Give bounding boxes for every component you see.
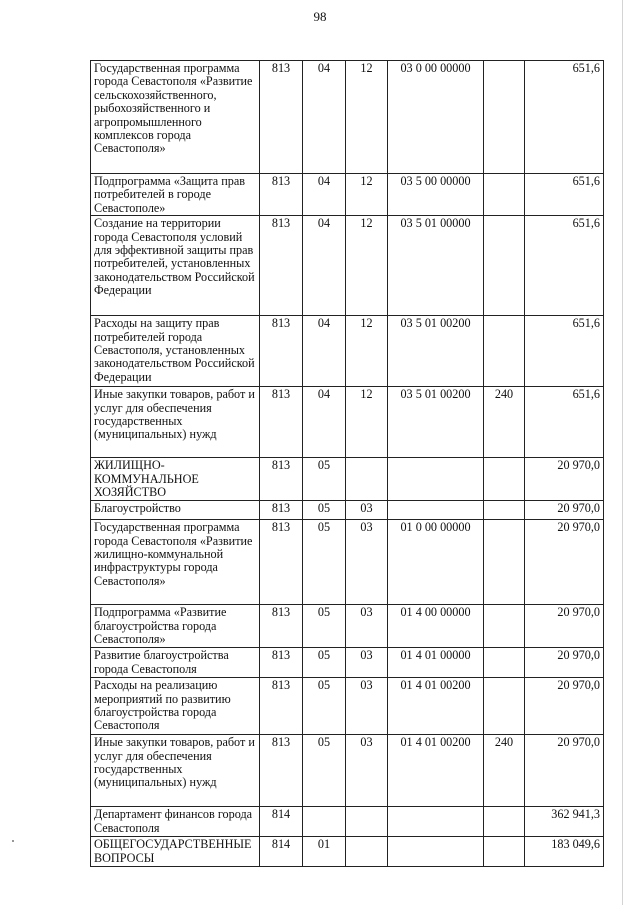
row-vr bbox=[484, 174, 525, 216]
table-row bbox=[91, 605, 604, 648]
table-row bbox=[91, 678, 604, 735]
row-rz: 05 bbox=[303, 648, 346, 678]
table-row bbox=[91, 837, 604, 867]
row-pr: 03 bbox=[346, 520, 388, 605]
row-rz: 04 bbox=[303, 174, 346, 216]
row-vr bbox=[484, 316, 525, 387]
row-csr: 03 5 01 00000 bbox=[388, 216, 484, 316]
row-rz: 05 bbox=[303, 501, 346, 520]
row-vr bbox=[484, 605, 525, 648]
row-name: Государственная программа города Севастополя «Развитие жилищно-коммунальной инфраструктуры города Севастополя» bbox=[91, 520, 260, 605]
row-rz bbox=[303, 807, 346, 837]
row-name: ОБЩЕГОСУДАРСТВЕННЫЕ ВОПРОСЫ bbox=[91, 837, 260, 867]
row-csr: 01 0 00 00000 bbox=[388, 520, 484, 605]
row-rz: 04 bbox=[303, 216, 346, 316]
row-pr: 03 bbox=[346, 605, 388, 648]
table-row bbox=[91, 216, 604, 316]
row-ved: 813 bbox=[260, 387, 303, 458]
row-ved: 813 bbox=[260, 735, 303, 807]
row-sum: 651,6 bbox=[525, 174, 604, 216]
page-number: 98 bbox=[313, 9, 327, 24]
row-sum: 651,6 bbox=[525, 216, 604, 316]
row-rz: 04 bbox=[303, 387, 346, 458]
row-vr bbox=[484, 837, 525, 867]
table-row bbox=[91, 501, 604, 520]
row-pr: 12 bbox=[346, 387, 388, 458]
row-csr: 01 4 01 00200 bbox=[388, 678, 484, 735]
row-vr bbox=[484, 678, 525, 735]
row-ved: 813 bbox=[260, 648, 303, 678]
row-rz: 05 bbox=[303, 678, 346, 735]
row-csr: 01 4 00 00000 bbox=[388, 605, 484, 648]
row-pr: 03 bbox=[346, 678, 388, 735]
row-sum: 651,6 bbox=[525, 61, 604, 174]
row-vr bbox=[484, 61, 525, 174]
row-csr: 01 4 01 00200 bbox=[388, 735, 484, 807]
row-pr: 03 bbox=[346, 735, 388, 807]
row-name: Подпрограмма «Защита прав потребителей в городе Севастополе» bbox=[91, 174, 260, 216]
row-pr: 03 bbox=[346, 501, 388, 520]
row-csr: 03 5 01 00200 bbox=[388, 316, 484, 387]
row-name: Благоустройство bbox=[91, 501, 260, 520]
budget-table-body bbox=[91, 61, 604, 867]
row-ved: 813 bbox=[260, 216, 303, 316]
row-pr: 03 bbox=[346, 648, 388, 678]
row-pr bbox=[346, 458, 388, 501]
table-row bbox=[91, 387, 604, 458]
table-row bbox=[91, 648, 604, 678]
row-ved: 813 bbox=[260, 520, 303, 605]
row-name: Расходы на защиту прав потребителей города Севастополя, установленных законодательством Российской Федерации bbox=[91, 316, 260, 387]
row-name: Иные закупки товаров, работ и услуг для обеспечения государственных (муниципальных) нужд bbox=[91, 735, 260, 807]
row-ved: 813 bbox=[260, 174, 303, 216]
row-sum: 20 970,0 bbox=[525, 735, 604, 807]
row-ved: 814 bbox=[260, 837, 303, 867]
row-vr bbox=[484, 458, 525, 501]
row-sum: 20 970,0 bbox=[525, 648, 604, 678]
row-name: Департамент финансов города Севастополя bbox=[91, 807, 260, 837]
scan-speck bbox=[12, 840, 14, 842]
row-rz: 05 bbox=[303, 520, 346, 605]
table-row bbox=[91, 520, 604, 605]
row-csr bbox=[388, 501, 484, 520]
table-row bbox=[91, 316, 604, 387]
row-name: Государственная программа города Севастополя «Развитие сельскохозяйственного, рыбохозяйственного и агропромышленного комплексов города Севастополя» bbox=[91, 61, 260, 174]
row-sum: 20 970,0 bbox=[525, 520, 604, 605]
table-row bbox=[91, 735, 604, 807]
row-sum: 20 970,0 bbox=[525, 501, 604, 520]
row-sum: 183 049,6 bbox=[525, 837, 604, 867]
row-name: Создание на территории города Севастополя условий для эффективной защиты прав потребителей, установленных законодательством Российской Федерации bbox=[91, 216, 260, 316]
row-rz: 05 bbox=[303, 458, 346, 501]
row-vr bbox=[484, 648, 525, 678]
row-name: ЖИЛИЩНО-КОММУНАЛЬНОЕ ХОЗЯЙСТВО bbox=[91, 458, 260, 501]
row-pr: 12 bbox=[346, 61, 388, 174]
row-csr: 01 4 01 00000 bbox=[388, 648, 484, 678]
row-vr bbox=[484, 807, 525, 837]
row-sum: 651,6 bbox=[525, 316, 604, 387]
row-pr bbox=[346, 807, 388, 837]
row-pr: 12 bbox=[346, 216, 388, 316]
row-vr bbox=[484, 520, 525, 605]
row-vr: 240 bbox=[484, 735, 525, 807]
row-rz: 01 bbox=[303, 837, 346, 867]
row-rz: 04 bbox=[303, 316, 346, 387]
row-pr: 12 bbox=[346, 174, 388, 216]
scan-margin-line bbox=[622, 0, 623, 905]
row-pr bbox=[346, 837, 388, 867]
row-name: Расходы на реализацию мероприятий по развитию благоустройства города Севастополя bbox=[91, 678, 260, 735]
row-sum: 20 970,0 bbox=[525, 605, 604, 648]
row-ved: 814 bbox=[260, 807, 303, 837]
table-row bbox=[91, 458, 604, 501]
row-name: Иные закупки товаров, работ и услуг для обеспечения государственных (муниципальных) нужд bbox=[91, 387, 260, 458]
row-ved: 813 bbox=[260, 678, 303, 735]
row-csr: 03 0 00 00000 bbox=[388, 61, 484, 174]
row-name: Подпрограмма «Развитие благоустройства города Севастополя» bbox=[91, 605, 260, 648]
row-csr: 03 5 01 00200 bbox=[388, 387, 484, 458]
row-ved: 813 bbox=[260, 501, 303, 520]
row-sum: 20 970,0 bbox=[525, 678, 604, 735]
budget-table bbox=[90, 60, 604, 867]
row-rz: 04 bbox=[303, 61, 346, 174]
row-pr: 12 bbox=[346, 316, 388, 387]
row-name: Развитие благоустройства города Севастополя bbox=[91, 648, 260, 678]
row-csr bbox=[388, 807, 484, 837]
row-csr bbox=[388, 458, 484, 501]
row-sum: 20 970,0 bbox=[525, 458, 604, 501]
table-row bbox=[91, 174, 604, 216]
row-vr bbox=[484, 216, 525, 316]
row-ved: 813 bbox=[260, 605, 303, 648]
row-sum: 651,6 bbox=[525, 387, 604, 458]
row-ved: 813 bbox=[260, 61, 303, 174]
row-vr: 240 bbox=[484, 387, 525, 458]
row-ved: 813 bbox=[260, 458, 303, 501]
table-row bbox=[91, 807, 604, 837]
row-rz: 05 bbox=[303, 605, 346, 648]
row-vr bbox=[484, 501, 525, 520]
row-csr bbox=[388, 837, 484, 867]
table-row bbox=[91, 61, 604, 174]
row-ved: 813 bbox=[260, 316, 303, 387]
row-sum: 362 941,3 bbox=[525, 807, 604, 837]
row-rz: 05 bbox=[303, 735, 346, 807]
row-csr: 03 5 00 00000 bbox=[388, 174, 484, 216]
